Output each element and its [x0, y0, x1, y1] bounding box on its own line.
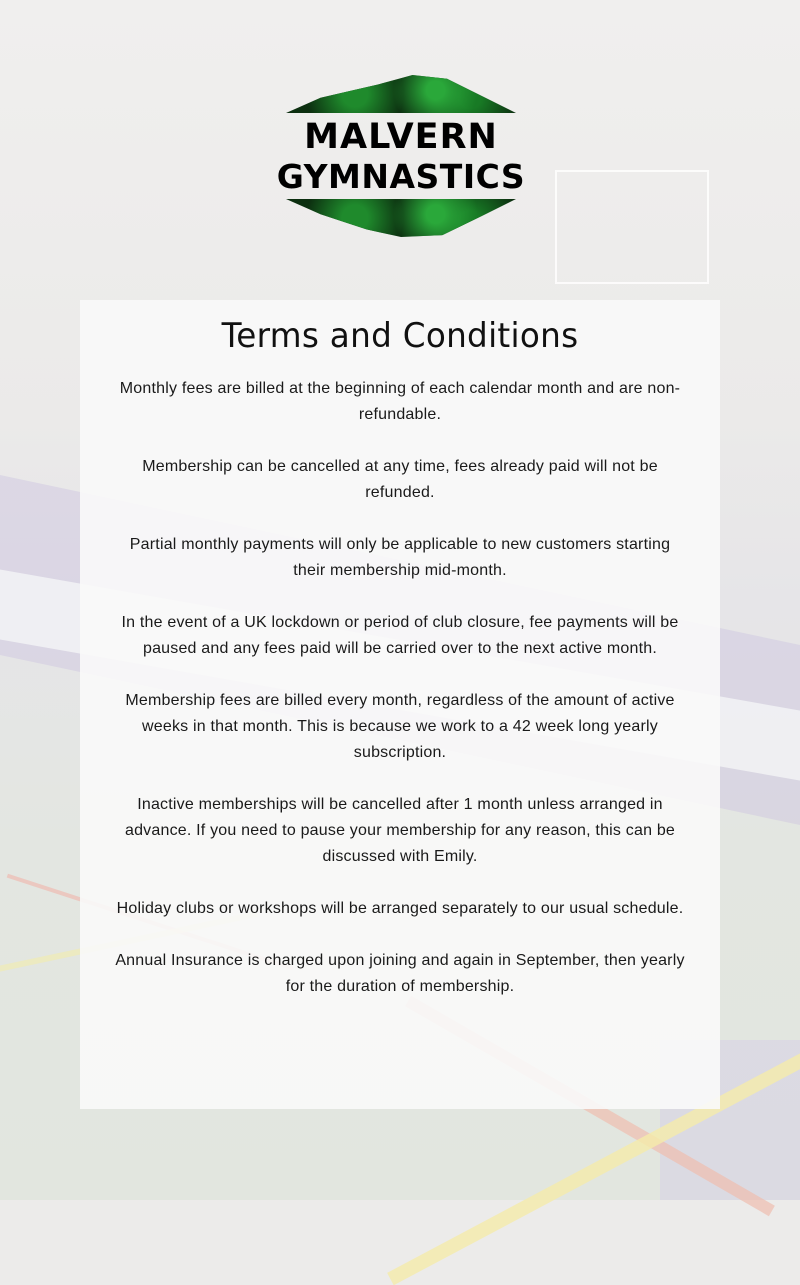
term-item: Membership can be cancelled at any time, fees already paid will not be refunded. [142, 458, 658, 501]
term-item: In the event of a UK lockdown or period of club closure, fee payments will be paused and any fees paid will be carried over to the next active month. [121, 614, 679, 657]
term-item: Membership fees are billed every month, regardless of the amount of active weeks in that month. This is because we work to a 42 week long yearly subscription. [125, 692, 675, 761]
logo-wordmark [277, 113, 525, 197]
page-title: Terms and Conditions [221, 316, 579, 356]
terms-panel [80, 300, 720, 1109]
logo-line-2: GYMNASTICS [276, 157, 526, 196]
term-item: Annual Insurance is charged upon joining and again in September, then yearly for the duration of membership. [115, 952, 685, 995]
logo-line-1: MALVERN [304, 117, 498, 157]
term-item: Monthly fees are billed at the beginning of each calendar month and are non-refundable. [119, 380, 681, 423]
term-item: Holiday clubs or workshops will be arranged separately to our usual schedule. [116, 900, 684, 917]
club-logo [262, 75, 540, 247]
background-basketball-hoop [555, 170, 709, 284]
logo-mountain-icon [286, 75, 516, 113]
logo-mountain-reflection-icon [286, 199, 516, 237]
term-item: Inactive memberships will be cancelled after 1 month unless arranged in advance. If you need to pause your membership for any reason, this can be discussed with Emily. [124, 796, 676, 865]
term-item: Partial monthly payments will only be applicable to new customers starting their membership mid-month. [129, 536, 671, 579]
terms-list [80, 376, 720, 1000]
